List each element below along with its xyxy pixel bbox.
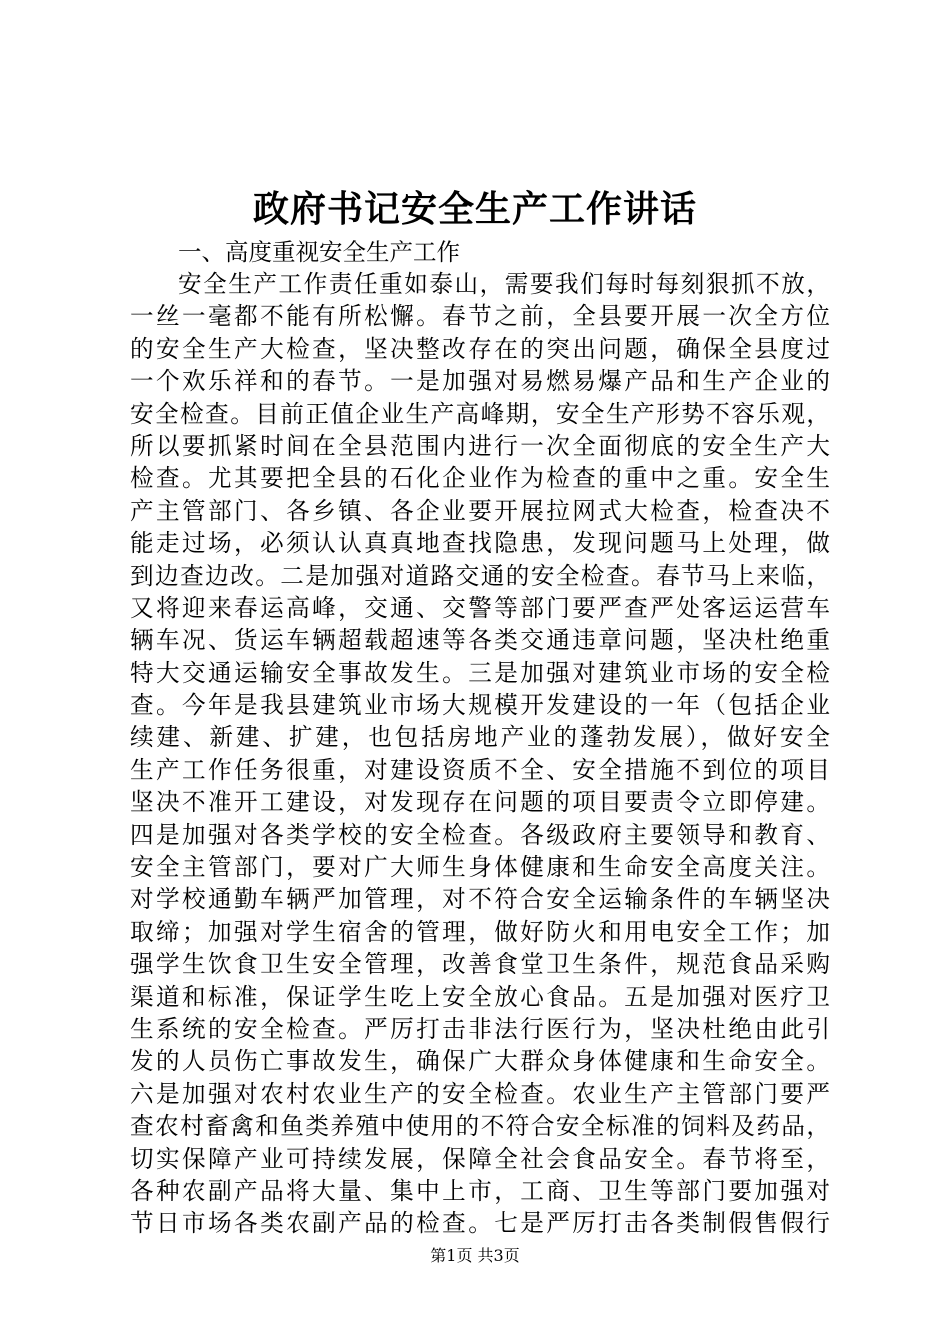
body-line: 各种农副产品将大量、集中上市，工商、卫生等部门要加强对 [130, 1176, 830, 1205]
body-line: 的安全生产大检查，坚决整改存在的突出问题，确保全县度过 [130, 334, 830, 363]
body-line: 安全主管部门，要对广大师生身体健康和生命安全高度关注。 [130, 853, 830, 882]
body-line: 续建、新建、扩建，也包括房地产业的蓬勃发展），做好安全 [130, 723, 830, 752]
body-line: 能走过场，必须认认真真地查找隐患，发现问题马上处理，做 [130, 529, 830, 558]
body-line: 一个欢乐祥和的春节。一是加强对易燃易爆产品和生产企业的 [130, 367, 830, 396]
page-footer: 第1页 共3页 [430, 1246, 520, 1265]
body-line: 节日市场各类农副产品的检查。七是严厉打击各类制假售假行 [130, 1209, 830, 1238]
body-line: 所以要抓紧时间在全县范围内进行一次全面彻底的安全生产大 [130, 431, 830, 460]
body-line: 查。今年是我县建筑业市场大规模开发建设的一年（包括企业 [130, 691, 830, 720]
body-text [130, 268, 830, 1240]
body-line: 生系统的安全检查。严厉打击非法行医行为，坚决杜绝由此引 [130, 1014, 830, 1043]
body-line: 辆车况、货运车辆超载超速等各类交通违章问题，坚决杜绝重 [130, 626, 830, 655]
body-line: 生产工作任务很重，对建设资质不全、安全措施不到位的项目 [130, 755, 830, 784]
body-line: 又将迎来春运高峰，交通、交警等部门要严查严处客运运营车 [130, 593, 830, 622]
body-line: 切实保障产业可持续发展，保障全社会食品安全。春节将至， [130, 1144, 830, 1173]
body-line: 四是加强对各类学校的安全检查。各级政府主要领导和教育、 [130, 820, 830, 849]
body-line: 强学生饮食卫生安全管理，改善食堂卫生条件，规范食品采购 [130, 950, 830, 979]
body-line: 安全生产工作责任重如泰山，需要我们每时每刻狠抓不放， [178, 270, 830, 298]
body-line: 渠道和标准，保证学生吃上安全放心食品。五是加强对医疗卫 [130, 982, 830, 1011]
body-line: 发的人员伤亡事故发生，确保广大群众身体健康和生命安全。 [130, 1047, 830, 1076]
body-line: 产主管部门、各乡镇、各企业要开展拉网式大检查，检查决不 [130, 496, 830, 525]
body-line: 对学校通勤车辆严加管理，对不符合安全运输条件的车辆坚决 [130, 885, 830, 914]
body-line: 到边查边改。二是加强对道路交通的安全检查。春节马上来临， [130, 561, 830, 590]
document-title: 政府书记安全生产工作讲话 [252, 188, 697, 230]
body-line: 坚决不准开工建设，对发现存在问题的项目要责令立即停建。 [130, 788, 830, 817]
body-line: 安全检查。目前正值企业生产高峰期，安全生产形势不容乐观， [130, 399, 830, 428]
body-line: 检查。尤其要把全县的石化企业作为检查的重中之重。安全生 [130, 464, 830, 493]
body-line: 取缔；加强对学生宿舍的管理，做好防火和用电安全工作；加 [130, 917, 830, 946]
section-heading: 一、高度重视安全生产工作 [178, 238, 460, 266]
body-line: 查农村畜禽和鱼类养殖中使用的不符合安全标准的饲料及药品， [130, 1112, 830, 1141]
body-line: 六是加强对农村农业生产的安全检查。农业生产主管部门要严 [130, 1079, 830, 1108]
body-line: 一丝一毫都不能有所松懈。春节之前，全县要开展一次全方位 [130, 302, 830, 331]
body-line: 特大交通运输安全事故发生。三是加强对建筑业市场的安全检 [130, 658, 830, 687]
